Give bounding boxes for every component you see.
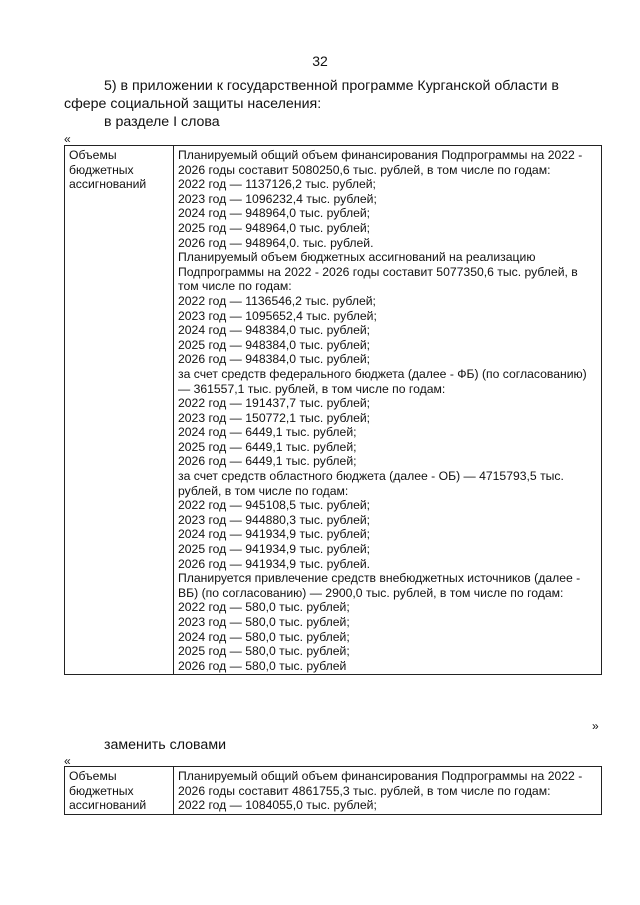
content-line: 2026 год — 948384,0 тыс. рублей; (178, 352, 371, 367)
content-line: 2022 год — 191437,7 тыс. рублей; (178, 396, 371, 411)
content-line: 2025 год — 580,0 тыс. рублей; (178, 644, 350, 659)
content-line: Планируемый общий объем финансирования Подпрограммы на 2022 - 2026 годы составит 4861755,3 тыс. рублей, в том числе по годам: (178, 769, 583, 798)
content-line: 2024 год — 948964,0 тыс. рублей; (178, 206, 371, 221)
content-line: 2023 год — 580,0 тыс. рублей; (178, 615, 350, 629)
content-line: 2023 год — 150772,1 тыс. рублей; (178, 410, 371, 425)
content-line: 2022 год — 945108,5 тыс. рублей; (178, 498, 371, 513)
content-line: Планируется привлечение средств внебюджетных источников (далее - ВБ) (по согласованию) — 2900,0 тыс. рублей, в том числе по годам: (178, 571, 581, 600)
intro-line-2: в разделе I слова (104, 114, 220, 130)
content-line: 2024 год — 948384,0 тыс. рублей; (178, 323, 371, 338)
content-line: Планируемый общий объем финансирования Подпрограммы на 2022 - 2026 годы составит 5080250,6 тыс. рублей, в том числе по годам: (178, 148, 583, 177)
content-line: 2025 год — 6449,1 тыс. рублей; (178, 439, 357, 454)
content-line: 2024 год — 6449,1 тыс. рублей; (178, 425, 357, 440)
content-line: 2022 год — 1136546,2 тыс. рублей; (178, 293, 376, 308)
page-number: 32 (312, 53, 328, 69)
content-line: 2022 год — 1137126,2 тыс. рублей; (178, 177, 376, 192)
content-line: 2024 год — 941934,9 тыс. рублей; (178, 527, 371, 542)
table-content-cell (174, 146, 602, 675)
table-row (65, 767, 602, 815)
content-line: 2026 год — 6449,1 тыс. рублей; (178, 454, 357, 469)
table-label: Объемы бюджетных ассигнований (69, 769, 147, 813)
content-line: Планируемый объем бюджетных ассигнований на реализацию Подпрограммы на 2022 - 2026 годы составит 5077350,6 тыс. рублей, в том числе по годам: (178, 250, 578, 294)
table-label-cell (65, 146, 174, 675)
content-line: 2026 год — 941934,9 тыс. рублей. (178, 556, 371, 571)
intro-line-1: 5) в приложении к государственной программе Курганской области в сфере социальной защиты населения: (64, 78, 559, 112)
content-line: 2023 год — 944880,3 тыс. рублей; (178, 512, 371, 527)
table-label-cell (65, 767, 174, 815)
content-line: 2022 год — 1084055,0 тыс. рублей; (178, 798, 377, 813)
intro-paragraph-2 (64, 113, 604, 131)
open-quote-2: « (64, 754, 71, 768)
close-quote-1: » (592, 719, 599, 733)
content-line: 2025 год — 948384,0 тыс. рублей; (178, 337, 371, 352)
content-line: 2023 год — 1095652,4 тыс. рублей; (178, 308, 377, 323)
content-line: за счет средств федерального бюджета (далее - ФБ) (по согласованию) — 361557,1 тыс. рублей, в том числе по годам: (178, 366, 587, 396)
content-line: 2026 год — 948964,0. тыс. рублей. (178, 235, 374, 250)
budget-table-original (64, 145, 602, 675)
content-line: 2024 год — 580,0 тыс. рублей; (178, 629, 350, 644)
replace-text: заменить словами (104, 737, 227, 753)
replace-paragraph (64, 736, 604, 754)
table-content-cell (174, 767, 602, 815)
budget-table-replacement (64, 766, 602, 815)
open-quote-1: « (64, 132, 71, 146)
content-line: 2023 год — 1096232,4 тыс. рублей; (178, 191, 377, 206)
content-line: 2026 год — 580,0 тыс. рублей (178, 658, 347, 673)
table-row (65, 146, 602, 675)
table-label: Объемы бюджетных ассигнований (69, 148, 147, 192)
content-line: 2025 год — 948964,0 тыс. рублей; (178, 220, 371, 235)
content-line: 2025 год — 941934,9 тыс. рублей; (178, 542, 371, 557)
intro-paragraph (64, 77, 604, 113)
content-line: за счет средств областного бюджета (далее - ОБ) — 4715793,5 тыс. рублей, в том числе по годам: (178, 469, 564, 498)
content-line: 2022 год — 580,0 тыс. рублей; (178, 600, 350, 615)
